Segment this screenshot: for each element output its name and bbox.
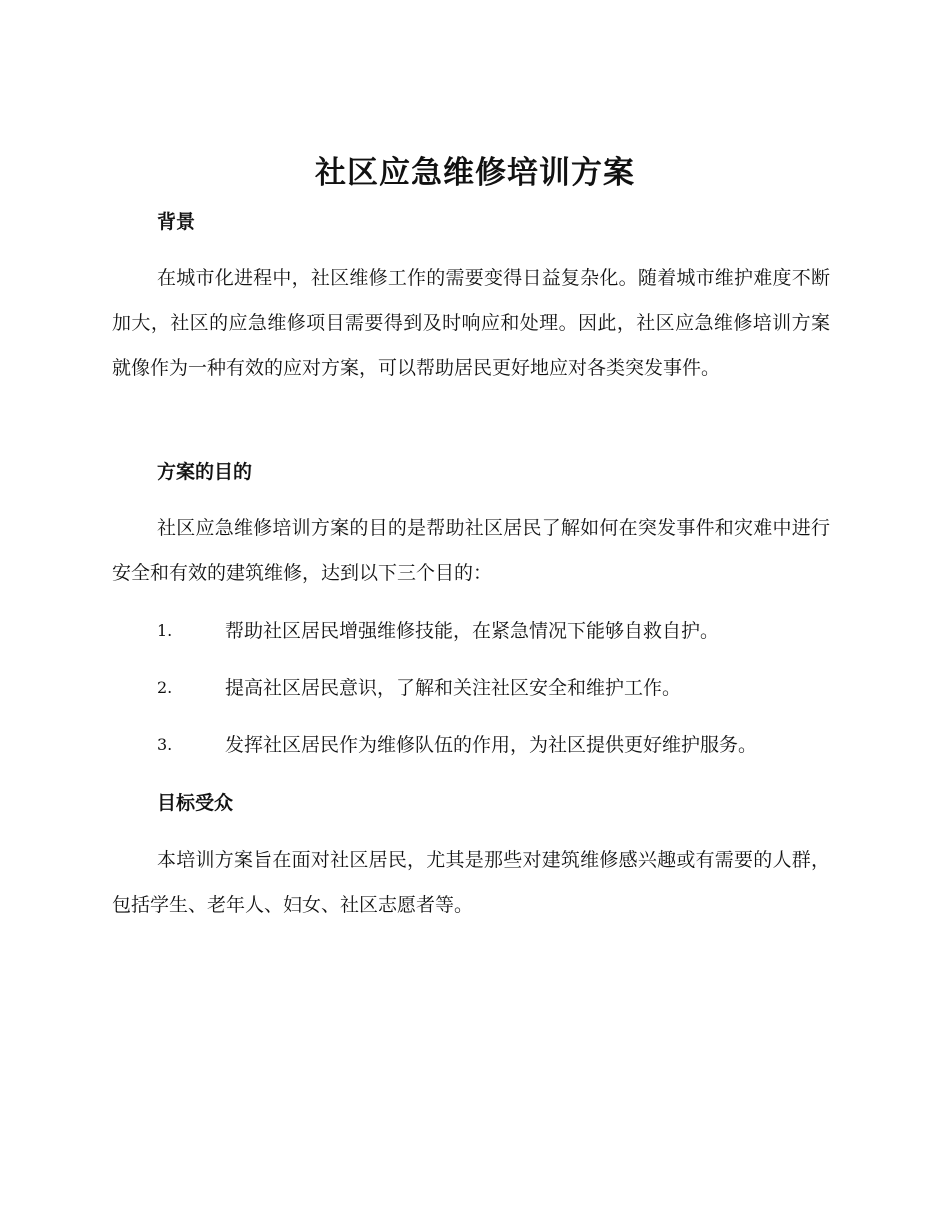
- section-paragraph-purpose: 社区应急维修培训方案的目的是帮助社区居民了解如何在突发事件和灾难中进行安全和有效的建筑维修，达到以下三个目的：: [112, 517, 830, 584]
- list-number: 3.: [157, 735, 173, 754]
- section-heading-purpose: 方案的目的: [157, 461, 253, 483]
- list-text: 帮助社区居民增强维修技能，在紧急情况下能够自救自护。: [225, 620, 720, 642]
- section-paragraph-background: 在城市化进程中，社区维修工作的需要变得日益复杂化。随着城市维护难度不断加大，社区的应急维修项目需要得到及时响应和处理。因此，社区应急维修培训方案就像作为一种有效的应对方案，可以帮助居民更好地应对各类突发事件。: [112, 267, 830, 379]
- section-paragraph-audience: 本培训方案旨在面对社区居民，尤其是那些对建筑维修感兴趣或有需要的人群，包括学生、老年人、妇女、社区志愿者等。: [112, 849, 830, 916]
- list-text: 发挥社区居民作为维修队伍的作用，为社区提供更好维护服务。: [225, 734, 758, 756]
- purpose-list-item-3: [157, 730, 837, 760]
- section-heading-audience: 目标受众: [157, 792, 234, 814]
- purpose-list-item-1: [157, 616, 837, 646]
- list-number: 2.: [157, 678, 173, 697]
- section-heading-background: 背景: [157, 211, 196, 233]
- document-title: 社区应急维修培训方案: [315, 155, 635, 191]
- list-number: 1.: [157, 621, 173, 640]
- list-text: 提高社区居民意识，了解和关注社区安全和维护工作。: [225, 677, 682, 699]
- purpose-list-item-2: [157, 673, 837, 703]
